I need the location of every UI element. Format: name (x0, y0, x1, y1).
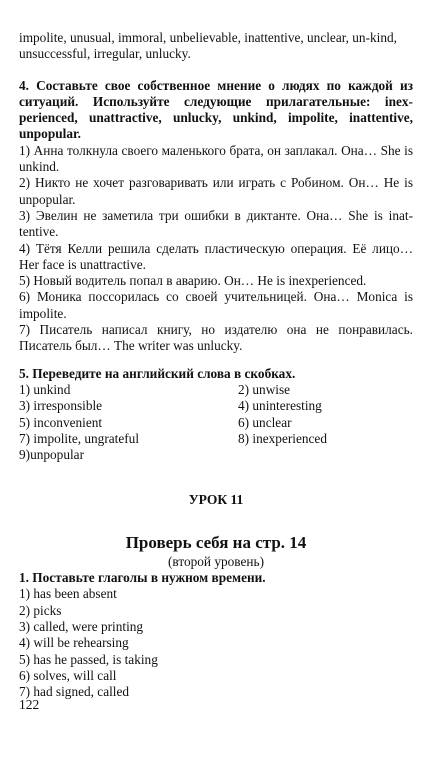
task-5-answer: 5) inconvenient (19, 414, 103, 430)
task-4-item: 7) Писатель написал книгу, но издателю она не понравилась. Писатель был… The writer was unlucky. (19, 322, 413, 354)
task-4-item: 5) Новый водитель попал в аварию. Он… He is inexperienced. (19, 273, 367, 289)
task-4-item: 4) Тётя Келли решила сделать пластическую операция. Её лицо… Her face is unattractive. (19, 240, 413, 272)
task-5-answer: 9)unpopular (19, 447, 84, 463)
task-5-title: 5. Переведите на английский слова в скобках. (19, 365, 296, 381)
page-number: 122 (19, 697, 40, 712)
task-1-answer: 2) picks (19, 602, 62, 618)
task-5-answer: 2) unwise (238, 381, 291, 397)
task-5-answers (19, 382, 413, 463)
word-list-line-1: impolite, unusual, immoral, unbelievable, inattentive, unclear, un-kind, (19, 30, 397, 45)
task-4-title: 4. Составьте свое собственное мнение о людях по каждой из ситуаций. Используйте следующие прилагательные: inex-perienced, unattractive, unlucky, unkind, impolite, inattentive, unpopular. (19, 77, 413, 142)
task-1-title: 1. Поставьте глаголы в нужном времени. (19, 570, 266, 586)
task-1-answer: 5) has he passed, is taking (19, 651, 158, 667)
self-check-level: (второй уровень) (167, 553, 265, 569)
task-5-answer: 3) irresponsible (19, 398, 103, 414)
word-list-line-2: unsuccessful, irregular, unlucky. (19, 46, 191, 62)
task-1-answer: 4) will be rehearsing (19, 635, 129, 651)
task-4-item: 2) Никто не хочет разговаривать или играть с Робином. Он… He is unpopular. (19, 175, 413, 207)
task-5-answer: 6) unclear (238, 414, 292, 430)
task-5-answer: 7) impolite, ungrateful (19, 430, 140, 446)
task-5-answer: 1) unkind (19, 381, 71, 397)
task-5-answer: 4) uninteresting (238, 398, 322, 414)
task-1-answers (19, 586, 413, 700)
task-4-item: 6) Моника поссорилась со своей учительницей. Она… Monica is impolite. (19, 289, 413, 321)
self-check-title: Проверь себя на стр. 14 (125, 532, 307, 552)
task-1-answer: 6) solves, will call (19, 667, 117, 683)
task-1-answer: 3) called, were printing (19, 618, 144, 634)
task-1-answer: 7) had signed, called (19, 684, 130, 700)
task-4-item: 3) Эвелин не заметила три ошибки в диктанте. Она… She is inat-tentive. (19, 207, 413, 240)
lesson-heading: УРОК 11 (188, 492, 244, 508)
task-5-answer: 8) inexperienced (238, 430, 327, 446)
task-4-item: 1) Анна толкнула своего маленького брата, он заплакал. Она… She is unkind. (19, 142, 413, 175)
task-1-answer: 1) has been absent (19, 586, 117, 602)
